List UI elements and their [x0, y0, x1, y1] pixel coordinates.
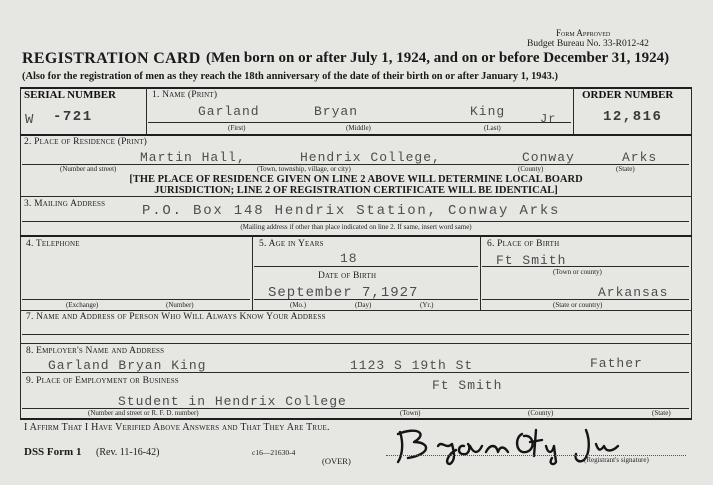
serial-prefix: W	[25, 112, 35, 128]
residence-town-value: Hendrix College,	[300, 150, 441, 165]
first-name-value: Garland	[198, 104, 260, 119]
residence-state-value: Arks	[622, 150, 658, 165]
number-street-caption: (Number and street)	[60, 165, 117, 173]
year-caption: (Yr.)	[420, 301, 434, 309]
birth-town-value: Ft Smith	[496, 253, 567, 268]
serial-number-value: -721	[53, 109, 93, 125]
serial-number-label: SERIAL NUMBER	[24, 89, 116, 101]
state-or-country-caption: (State or country)	[553, 301, 603, 309]
employer-relation-value: Father	[590, 356, 643, 371]
employer-name-value: Garland Bryan King	[48, 358, 207, 373]
budget-bureau-number: Budget Bureau No. 33-R012-42	[527, 39, 649, 49]
residence-street-value: Martin Hall,	[140, 150, 246, 165]
mailing-address-value: P.O. Box 148 Hendrix Station, Conway Arks	[142, 203, 561, 219]
frame-right	[691, 87, 692, 419]
contact-person-label: 7. Name and Address of Person Who Will Always Know Your Address	[26, 312, 326, 322]
form-title-range: (Men born on or after July 1, 1924, and on or before December 31, 1924)	[206, 50, 670, 66]
registrant-signature-caption: (Registrant's signature)	[584, 456, 649, 464]
frame-left	[20, 87, 21, 419]
last-caption: (Last)	[484, 124, 501, 132]
number-rfd-caption: (Number and street or R. F. D. number)	[88, 409, 199, 417]
employer-address-value: 1123 S 19th St	[350, 358, 474, 373]
number-caption: (Number)	[166, 301, 194, 309]
affirmation-text: I Affirm That I Have Verified Above Answers and That They Are True.	[24, 422, 330, 433]
town-caption-2: (Town)	[400, 409, 421, 417]
day-caption: (Day)	[355, 301, 372, 309]
age-value: 18	[340, 251, 358, 266]
over-label: (OVER)	[322, 456, 351, 466]
date-of-birth-label: Date of Birth	[318, 271, 377, 281]
mailing-note: (Mailing address if other than place indicated on line 2. If same, insert word same)	[240, 223, 472, 231]
residence-notice-line-1: [THE PLACE OF RESIDENCE GIVEN ON LINE 2 ABOVE WILL DETERMINE LOCAL BOARD	[129, 174, 583, 185]
birth-state-value: Arkansas	[598, 285, 669, 300]
employer-label: 8. Employer's Name and Address	[26, 346, 165, 356]
name-label: 1. Name (Print)	[152, 90, 218, 100]
suffix-value: Jr	[540, 112, 557, 126]
last-name-value: King	[470, 104, 506, 119]
residence-county-value: Conway	[522, 150, 575, 165]
employment-place-label: 9. Place of Employment or Business	[26, 376, 179, 386]
state-caption: (State)	[616, 165, 635, 173]
middle-name-value: Bryan	[314, 104, 359, 119]
middle-caption: (Middle)	[346, 124, 371, 132]
county-caption-2: (County)	[528, 409, 554, 417]
residence-label: 2. Place of Residence (Print)	[24, 137, 148, 147]
form-subtitle: (Also for the registration of men as they reach the 18th anniversary of the date of their birth on or after January 1, 1943.)	[22, 71, 558, 82]
residence-notice-line-2: JURISDICTION; LINE 2 OF REGISTRATION CERTIFICATE WILL BE IDENTICAL]	[154, 185, 558, 196]
age-label: 5. Age in Years	[259, 239, 324, 249]
place-of-birth-label: 6. Place of Birth	[487, 239, 560, 249]
form-approved: Form Approved	[556, 28, 611, 38]
mailing-address-label: 3. Mailing Address	[24, 199, 106, 209]
town-or-county-caption: (Town or county)	[553, 268, 602, 276]
employment-town-value: Ft Smith	[432, 378, 503, 393]
form-number: DSS Form 1	[24, 446, 82, 458]
birth-date-value: September 7,1927	[268, 285, 419, 301]
employment-place-value: Student in Hendrix College	[118, 394, 347, 409]
order-number-value: 12,816	[603, 109, 663, 125]
town-caption: (Town, township, village, or city)	[257, 165, 351, 173]
telephone-label: 4. Telephone	[26, 239, 80, 249]
form-revision: (Rev. 11-16-42)	[96, 447, 160, 458]
printer-code: c16—21630-4	[252, 448, 296, 457]
month-caption: (Mo.)	[290, 301, 307, 309]
first-caption: (First)	[228, 124, 246, 132]
form-title: REGISTRATION CARD	[22, 50, 201, 67]
exchange-caption: (Exchange)	[66, 301, 99, 309]
state-caption-2: (State)	[652, 409, 671, 417]
order-number-label: ORDER NUMBER	[582, 89, 674, 101]
county-caption: (County)	[518, 165, 544, 173]
